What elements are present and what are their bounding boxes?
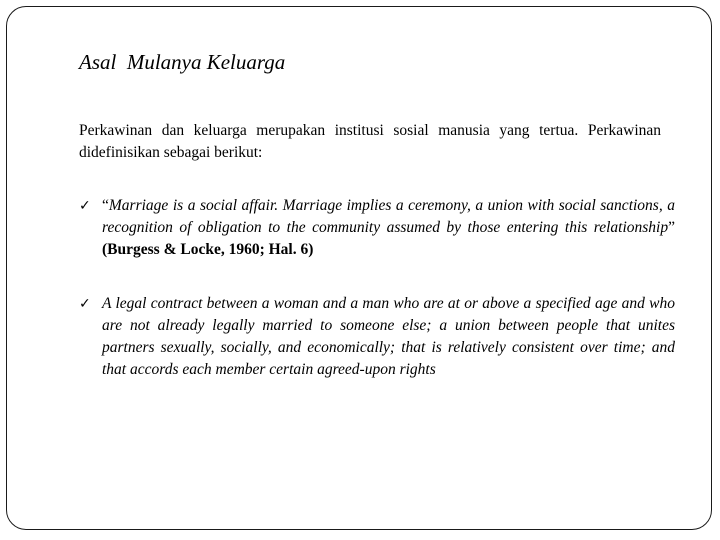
close-quote: ” — [668, 219, 675, 236]
bullet-item-definition-1 — [79, 195, 675, 261]
bullet-text: A legal contract between a woman and a man who are at or above a specified age and who are not already legally married to someone else; a union between people that unites partners sexually, socially, and economically; that is relatively consistent over time; and that accords each member certain agreed-upon rights — [102, 295, 675, 378]
bullet-quote-text: Marriage is a social affair. Marriage implies a ceremony, a union with social sanctions, a recognition of obligation to the community assumed by those entering this relationship — [102, 197, 675, 236]
bullet-list — [79, 195, 675, 381]
check-icon: ✓ — [79, 296, 91, 312]
open-quote: “ — [102, 197, 109, 214]
check-icon: ✓ — [79, 198, 91, 214]
intro-paragraph: Perkawinan dan keluarga merupakan institusi sosial manusia yang tertua. Perkawinan didefinisikan sebagai berikut: — [79, 122, 661, 161]
bullet-citation: (Burgess & Locke, 1960; Hal. 6) — [102, 241, 314, 258]
slide-title: Asal Mulanya Keluarga — [79, 50, 286, 74]
bullet-item-definition-2 — [79, 293, 675, 381]
